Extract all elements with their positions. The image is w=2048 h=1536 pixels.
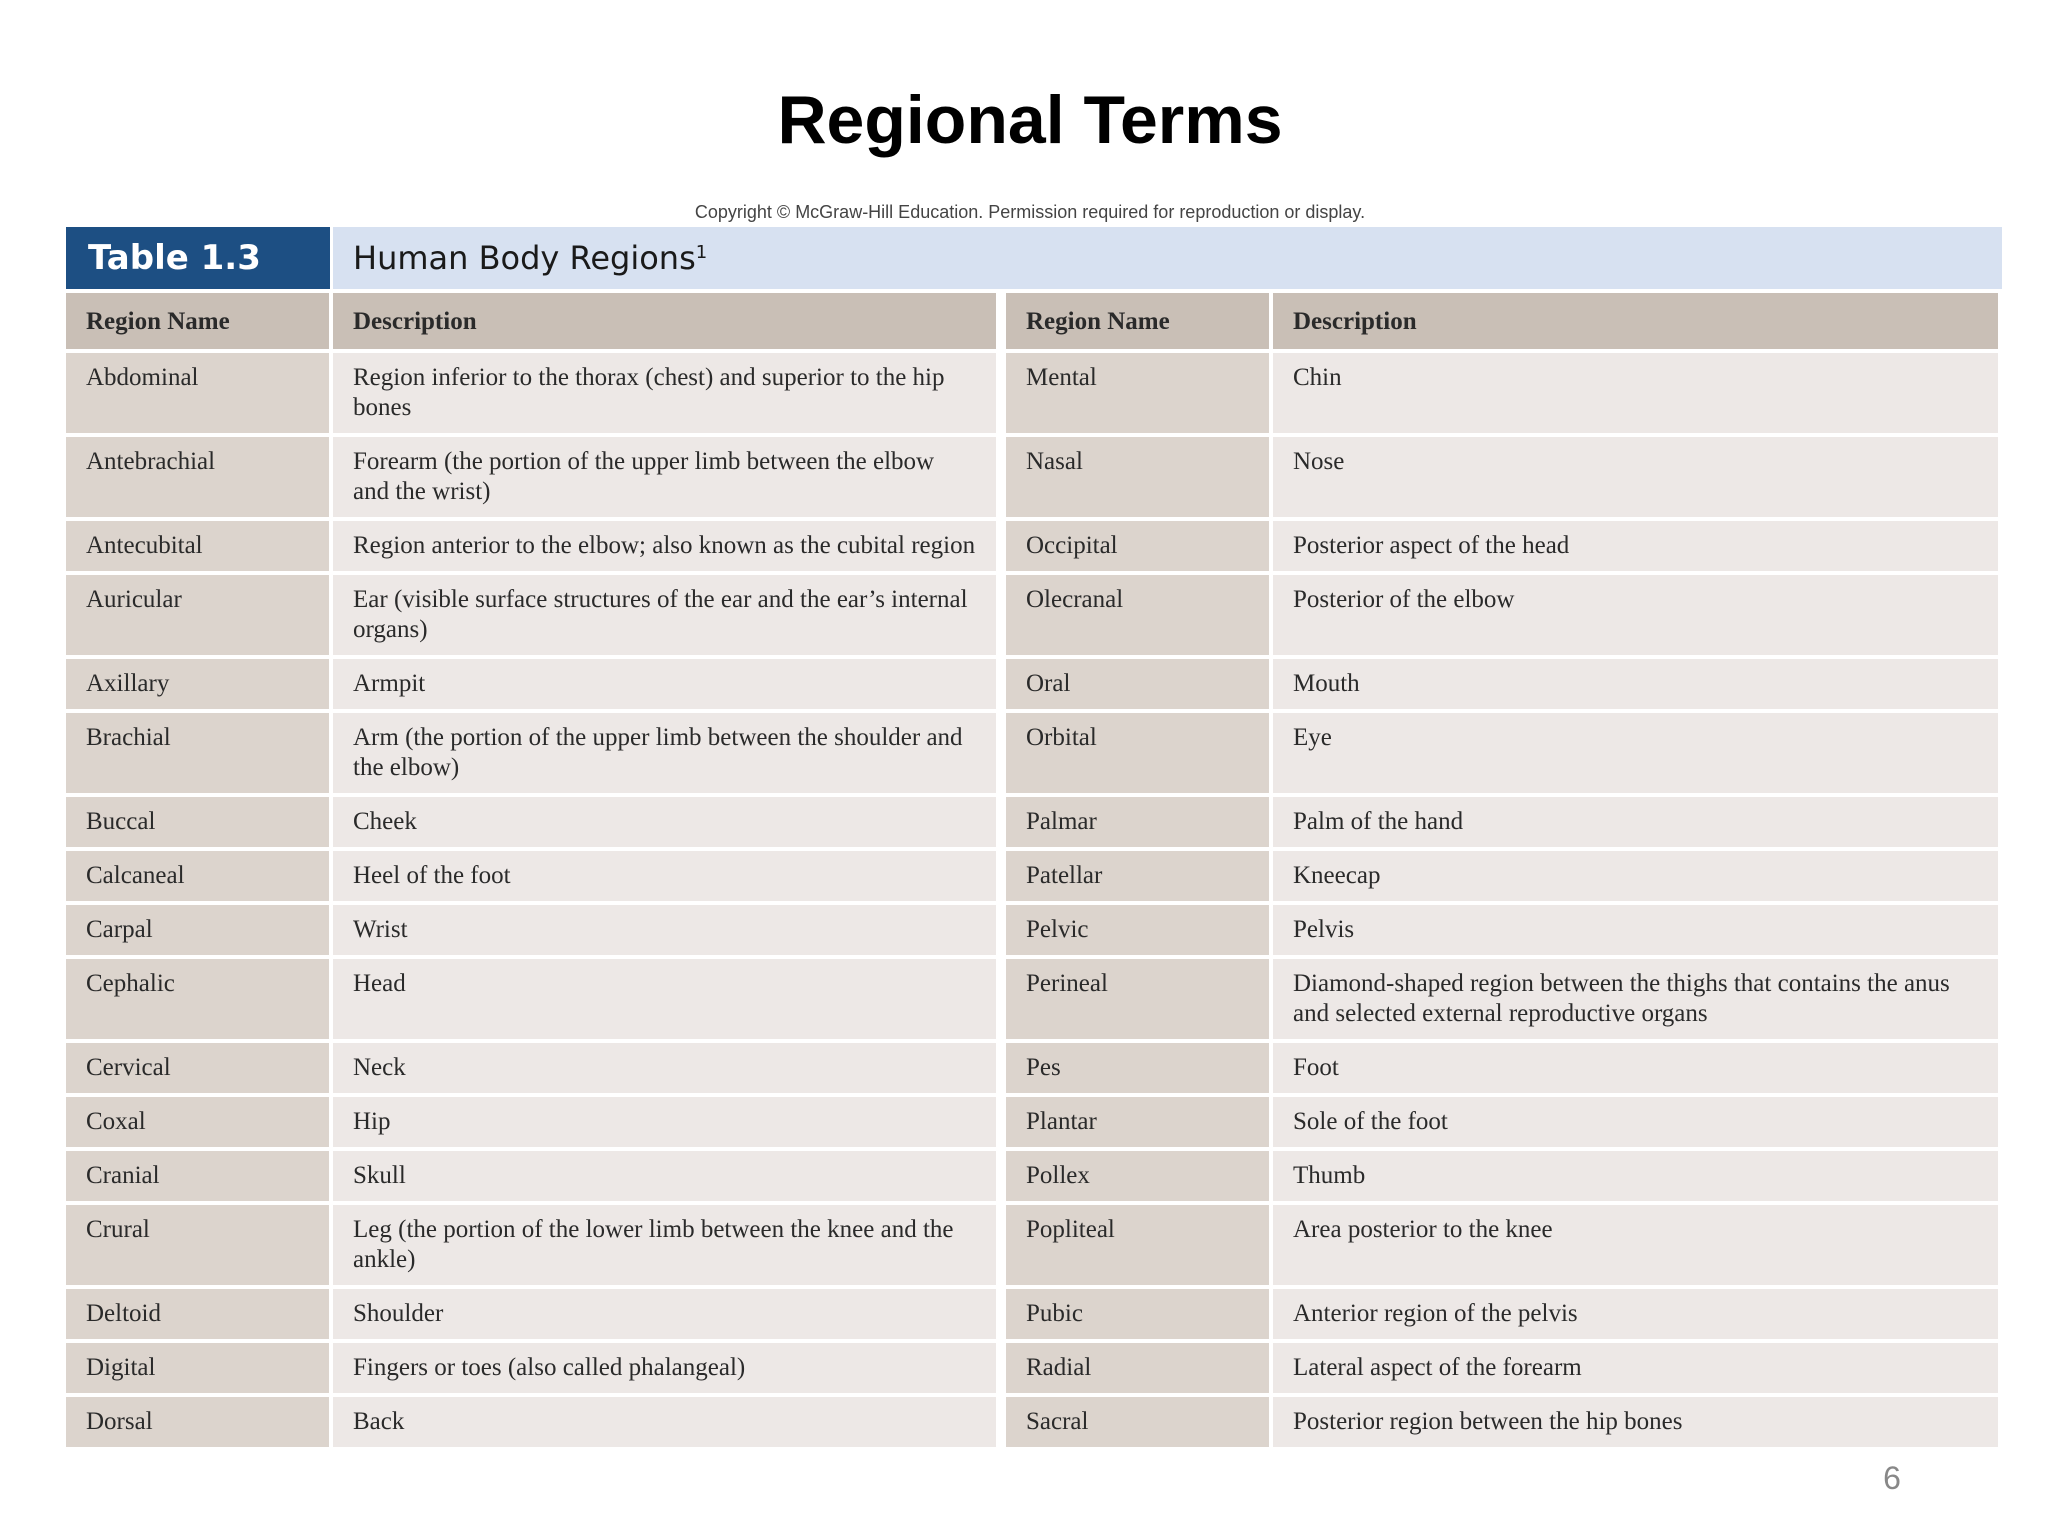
region-name-cell: Pelvic xyxy=(1006,905,1273,959)
header-region-name-1: Region Name xyxy=(66,293,333,353)
region-name-cell: Nasal xyxy=(1006,437,1273,521)
table-title-footnote: 1 xyxy=(695,241,708,263)
table-row xyxy=(66,521,2002,575)
description-cell: Ear (visible surface structures of the ear and the ear’s internal organs) xyxy=(333,575,1006,659)
description-cell: Leg (the portion of the lower limb between the knee and the ankle) xyxy=(333,1205,1006,1289)
table-header-row xyxy=(66,293,2002,353)
region-name-cell: Carpal xyxy=(66,905,333,959)
table-row xyxy=(66,659,2002,713)
table-row xyxy=(66,713,2002,797)
table-row xyxy=(66,797,2002,851)
description-cell: Head xyxy=(333,959,1006,1043)
description-cell: Cheek xyxy=(333,797,1006,851)
description-cell: Skull xyxy=(333,1151,1006,1205)
table-row xyxy=(66,1397,2002,1451)
description-cell: Back xyxy=(333,1397,1006,1451)
description-cell: Thumb xyxy=(1273,1151,2002,1205)
region-name-cell: Patellar xyxy=(1006,851,1273,905)
description-cell: Kneecap xyxy=(1273,851,2002,905)
description-cell: Palm of the hand xyxy=(1273,797,2002,851)
region-name-cell: Plantar xyxy=(1006,1097,1273,1151)
region-name-cell: Coxal xyxy=(66,1097,333,1151)
region-name-cell: Auricular xyxy=(66,575,333,659)
regions-table xyxy=(66,293,2002,1451)
table-row xyxy=(66,437,2002,521)
region-name-cell: Buccal xyxy=(66,797,333,851)
region-name-cell: Sacral xyxy=(1006,1397,1273,1451)
description-cell: Arm (the portion of the upper limb between the shoulder and the elbow) xyxy=(333,713,1006,797)
copyright-notice: Copyright © McGraw-Hill Education. Permission required for reproduction or display. xyxy=(694,202,1366,222)
region-name-cell: Axillary xyxy=(66,659,333,713)
table-row xyxy=(66,1343,2002,1397)
description-cell: Forearm (the portion of the upper limb between the elbow and the wrist) xyxy=(333,437,1006,521)
region-name-cell: Palmar xyxy=(1006,797,1273,851)
region-name-cell: Perineal xyxy=(1006,959,1273,1043)
description-cell: Armpit xyxy=(333,659,1006,713)
description-cell: Eye xyxy=(1273,713,2002,797)
header-description-1: Description xyxy=(333,293,1006,353)
description-cell: Shoulder xyxy=(333,1289,1006,1343)
description-cell: Chin xyxy=(1273,353,2002,437)
region-name-cell: Calcaneal xyxy=(66,851,333,905)
description-cell: Sole of the foot xyxy=(1273,1097,2002,1151)
region-name-cell: Popliteal xyxy=(1006,1205,1273,1289)
region-name-cell: Cephalic xyxy=(66,959,333,1043)
region-name-cell: Orbital xyxy=(1006,713,1273,797)
description-cell: Hip xyxy=(333,1097,1006,1151)
region-name-cell: Mental xyxy=(1006,353,1273,437)
description-cell: Neck xyxy=(333,1043,1006,1097)
region-name-cell: Pes xyxy=(1006,1043,1273,1097)
description-cell: Area posterior to the knee xyxy=(1273,1205,2002,1289)
table-row xyxy=(66,1289,2002,1343)
table-number: Table 1.3 xyxy=(66,227,330,289)
description-cell: Lateral aspect of the forearm xyxy=(1273,1343,2002,1397)
description-cell: Posterior aspect of the head xyxy=(1273,521,2002,575)
header-description-2: Description xyxy=(1273,293,2002,353)
region-name-cell: Antecubital xyxy=(66,521,333,575)
table-title xyxy=(333,227,2002,289)
table-row xyxy=(66,959,2002,1043)
description-cell: Mouth xyxy=(1273,659,2002,713)
table-row xyxy=(66,353,2002,437)
region-name-cell: Pubic xyxy=(1006,1289,1273,1343)
table-title-text: Human Body Regions xyxy=(353,239,696,277)
description-cell: Posterior of the elbow xyxy=(1273,575,2002,659)
description-cell: Pelvis xyxy=(1273,905,2002,959)
region-name-cell: Oral xyxy=(1006,659,1273,713)
table-row xyxy=(66,905,2002,959)
table-row xyxy=(66,1097,2002,1151)
table-caption xyxy=(66,227,2002,289)
description-cell: Posterior region between the hip bones xyxy=(1273,1397,2002,1451)
regions-table-container xyxy=(66,227,2002,1451)
table-row xyxy=(66,1043,2002,1097)
description-cell: Diamond-shaped region between the thighs that contains the anus and selected external reproductive organs xyxy=(1273,959,2002,1043)
table-row xyxy=(66,851,2002,905)
description-cell: Region anterior to the elbow; also known as the cubital region xyxy=(333,521,1006,575)
description-cell: Wrist xyxy=(333,905,1006,959)
region-name-cell: Dorsal xyxy=(66,1397,333,1451)
description-cell: Anterior region of the pelvis xyxy=(1273,1289,2002,1343)
region-name-cell: Pollex xyxy=(1006,1151,1273,1205)
region-name-cell: Digital xyxy=(66,1343,333,1397)
region-name-cell: Antebrachial xyxy=(66,437,333,521)
region-name-cell: Cranial xyxy=(66,1151,333,1205)
description-cell: Region inferior to the thorax (chest) and superior to the hip bones xyxy=(333,353,1006,437)
description-cell: Nose xyxy=(1273,437,2002,521)
description-cell: Foot xyxy=(1273,1043,2002,1097)
table-row xyxy=(66,1205,2002,1289)
region-name-cell: Cervical xyxy=(66,1043,333,1097)
page-number: 6 xyxy=(1883,1460,1901,1496)
region-name-cell: Abdominal xyxy=(66,353,333,437)
region-name-cell: Olecranal xyxy=(1006,575,1273,659)
table-body xyxy=(66,353,2002,1451)
header-region-name-2: Region Name xyxy=(1006,293,1273,353)
region-name-cell: Radial xyxy=(1006,1343,1273,1397)
table-row xyxy=(66,1151,2002,1205)
description-cell: Fingers or toes (also called phalangeal) xyxy=(333,1343,1006,1397)
slide-title: Regional Terms xyxy=(777,82,1283,158)
description-cell: Heel of the foot xyxy=(333,851,1006,905)
region-name-cell: Deltoid xyxy=(66,1289,333,1343)
region-name-cell: Crural xyxy=(66,1205,333,1289)
region-name-cell: Brachial xyxy=(66,713,333,797)
region-name-cell: Occipital xyxy=(1006,521,1273,575)
table-row xyxy=(66,575,2002,659)
